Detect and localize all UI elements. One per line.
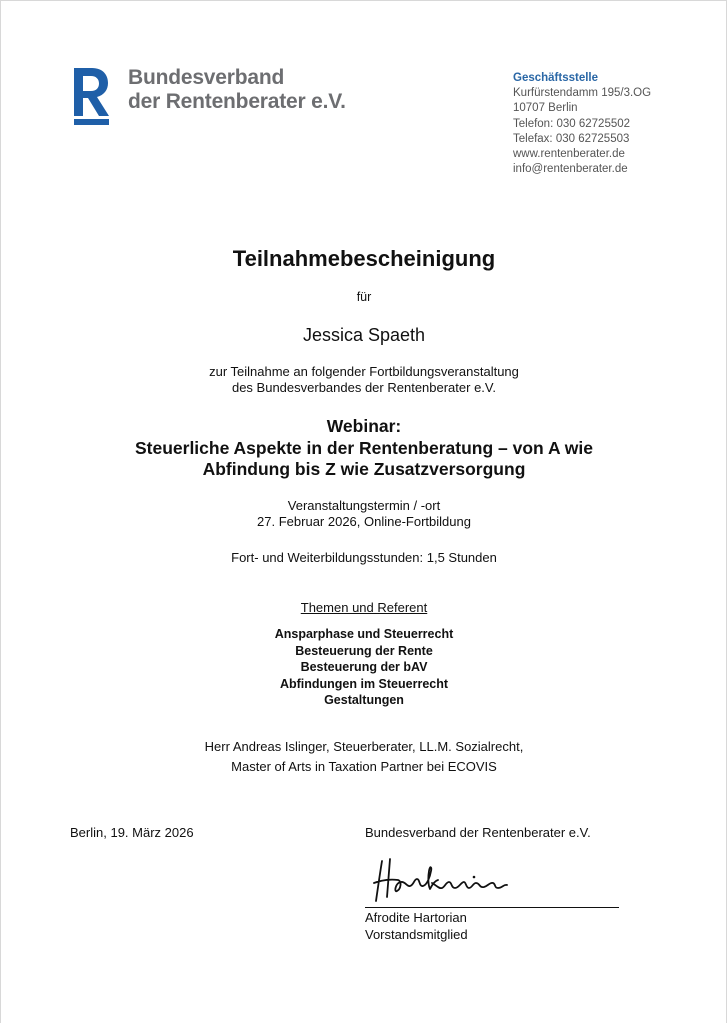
logo-r-icon [72, 68, 110, 126]
event-title-line: Abfindung bis Z wie Zusatzversorgung [202, 459, 526, 479]
topic-item: Gestaltungen [324, 693, 404, 708]
logo-line-1: Bundesverband [128, 66, 285, 89]
event-title-line: Steuerliche Aspekte in der Rentenberatung – von A wie [134, 437, 594, 458]
event-type: Webinar: [326, 416, 402, 436]
intro-line: des Bundesverbandes der Rentenberater e.V. [231, 380, 497, 395]
office-address-block [513, 71, 651, 177]
topic-item: Abfindungen im Steuerrecht [279, 676, 449, 691]
event-title [0, 416, 728, 481]
date-label: Veranstaltungstermin / -ort [287, 498, 441, 513]
signer-block [365, 909, 468, 943]
place-and-date: Berlin, 19. März 2026 [70, 825, 194, 840]
speaker-line: Master of Arts in Taxation Partner bei ECOVIS [231, 758, 497, 774]
event-date-location [0, 498, 728, 530]
intro-line: zur Teilnahme an folgender Fortbildungsveranstaltung [209, 364, 519, 379]
association-name [128, 66, 346, 114]
office-title: Geschäftsstelle [513, 72, 599, 84]
office-phone: Telefon: 030 62725502 [513, 117, 631, 130]
topics-list [0, 626, 728, 709]
training-hours: Fort- und Weiterbildungsstunden: 1,5 Stunden [231, 550, 497, 565]
topics-heading: Themen und Referent [300, 600, 428, 615]
topic-item: Besteuerung der Rente [295, 643, 433, 658]
signer-name: Afrodite Hartorian [365, 910, 467, 925]
office-street: Kurfürstendamm 195/3.OG [513, 87, 652, 100]
topic-item: Ansparphase und Steuerrecht [274, 627, 454, 641]
signature-icon [368, 853, 548, 907]
signing-organization: Bundesverband der Rentenberater e.V. [365, 825, 591, 840]
office-email: info@rentenberater.de [513, 163, 628, 176]
office-fax: Telefax: 030 62725503 [513, 132, 630, 145]
speaker-line: Herr Andreas Islinger, Steuerberater, LL.M. Sozialrecht, [204, 739, 524, 754]
recipient-name: Jessica Spaeth [302, 325, 426, 345]
handwritten-signature [368, 853, 548, 912]
signature-line [365, 907, 619, 908]
topic-item: Besteuerung der bAV [300, 660, 428, 675]
certificate-title: Teilnahmebescheinigung [232, 246, 496, 271]
office-website: www.rentenberater.de [513, 148, 625, 161]
signer-role: Vorstandsmitglied [365, 927, 468, 942]
association-logo-mark [72, 68, 110, 126]
participation-intro [0, 364, 728, 396]
speaker-info [0, 737, 728, 776]
date-value: 27. Februar 2026, Online-Fortbildung [257, 514, 471, 529]
for-label: für [356, 290, 372, 304]
logo-line-2: der Rentenberater e.V. [128, 90, 346, 113]
office-city: 10707 Berlin [513, 102, 578, 115]
